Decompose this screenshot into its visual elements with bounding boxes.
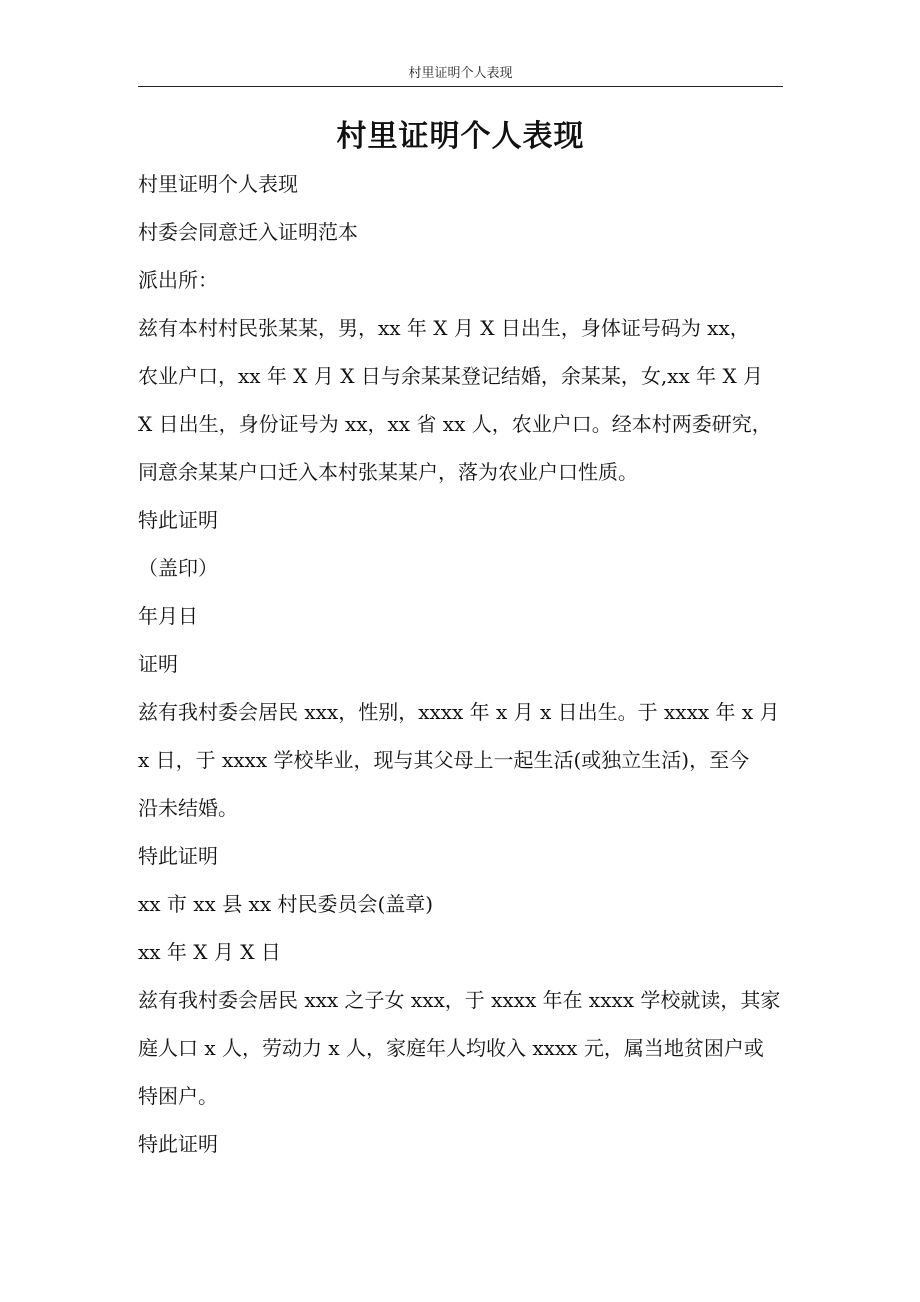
section-heading-transfer: 村委会同意迁入证明范本: [138, 220, 358, 244]
closing-statement: 特此证明: [138, 1132, 218, 1156]
paragraph-line: 兹有本村村民张某某，男，xx 年 X 月 X 日出生，身体证号码为 xx，: [138, 316, 750, 340]
paragraph-line: 兹有我村委会居民 xxx，性别，xxxx 年 x 月 x 日出生。于 xxxx 年 x 月: [138, 700, 780, 724]
seal-note: （盖印）: [138, 556, 218, 580]
document-body: [138, 160, 783, 1168]
paragraph-line: x 日，于 xxxx 学校毕业，现与其父母上一起生活(或独立生活)，至今: [138, 748, 750, 772]
closing-statement: 特此证明: [138, 508, 218, 532]
section-heading-certificate: 证明: [138, 652, 178, 676]
paragraph-line: 同意余某某户口迁入本村张某某户，落为农业户口性质。: [138, 460, 638, 484]
paragraph-line: 庭人口 x 人，劳动力 x 人，家庭年人均收入 xxxx 元，属当地贫困户或: [138, 1036, 764, 1060]
document-title: 村里证明个人表现: [336, 119, 585, 154]
addressee: 派出所：: [138, 268, 218, 292]
paragraph-line: 农业户口，xx 年 X 月 X 日与余某某登记结婚，余某某，女,xx 年 X 月: [138, 364, 764, 388]
page-header: [138, 64, 783, 87]
paragraph-line: 特困户。: [138, 1084, 218, 1108]
paragraph-line: 兹有我村委会居民 xxx 之子女 xxx，于 xxxx 年在 xxxx 学校就读，其家: [138, 988, 781, 1012]
subtitle-line: 村里证明个人表现: [138, 172, 298, 196]
signature-line: xx 市 xx 县 xx 村民委员会(盖章): [138, 892, 434, 916]
paragraph-line: 沿未结婚。: [138, 796, 238, 820]
date-line: xx 年 X 月 X 日: [138, 940, 281, 964]
running-title: 村里证明个人表现: [408, 66, 513, 81]
closing-statement: 特此证明: [138, 844, 218, 868]
paragraph-line: X 日出生，身份证号为 xx，xx 省 xx 人，农业户口。经本村两委研究，: [138, 412, 772, 436]
date-line: 年月日: [138, 604, 198, 628]
